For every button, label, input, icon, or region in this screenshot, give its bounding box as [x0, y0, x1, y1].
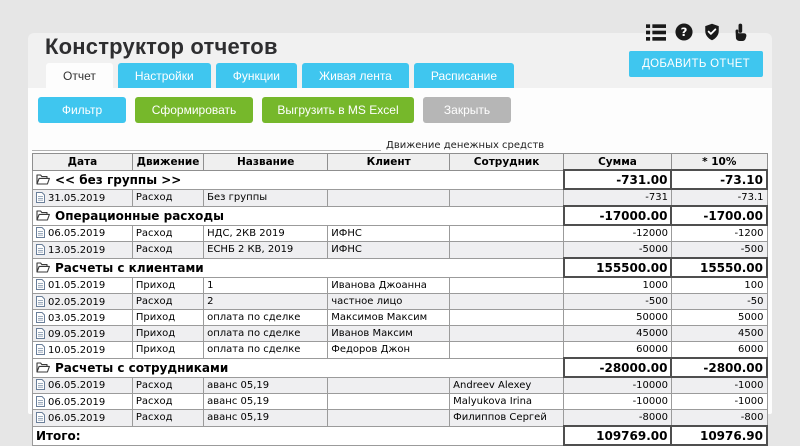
cell-movement: Приход [132, 342, 203, 359]
table-row [33, 310, 768, 326]
cell-date: 06.05.2019 [33, 394, 133, 410]
cell-client: ИФНС [328, 225, 450, 242]
cell-client [328, 394, 450, 410]
total-row [33, 426, 768, 445]
page-title: Конструктор отчетов [45, 34, 772, 60]
document-icon [36, 396, 45, 407]
column-header: Сумма [564, 154, 672, 171]
report-builder-panel [28, 33, 772, 414]
cell-title: НДС, 2КВ 2019 [204, 225, 328, 242]
svg-text:?: ? [681, 25, 688, 39]
cell-sum: -10000 [564, 377, 672, 394]
table-row [33, 377, 768, 394]
cell-employee: Malyukova Irina [450, 394, 564, 410]
cell-date: 10.05.2019 [33, 342, 133, 359]
table-row [33, 342, 768, 359]
cell-client: частное лицо [328, 294, 450, 310]
column-header: Клиент [328, 154, 450, 171]
tab-functions[interactable]: Функции [216, 63, 297, 89]
cell-date: 02.05.2019 [33, 294, 133, 310]
cell-sum: 50000 [564, 310, 672, 326]
open-folder-icon [36, 210, 50, 221]
group-pct: -73.10 [671, 170, 767, 189]
cell-movement: Расход [132, 225, 203, 242]
list-icon[interactable] [646, 22, 666, 42]
cell-movement: Приход [132, 310, 203, 326]
shield-check-icon[interactable] [702, 22, 722, 42]
cell-title: аванс 05,19 [204, 410, 328, 427]
cell-movement: Расход [132, 394, 203, 410]
cell-pct: 100 [671, 277, 767, 294]
report-caption: Движение денежных средств [381, 140, 547, 151]
cell-client [328, 189, 450, 206]
group-sum: -731.00 [564, 170, 672, 189]
group-row[interactable] [33, 258, 768, 277]
touch-pointer-icon[interactable] [730, 22, 750, 42]
cell-pct: -1200 [671, 225, 767, 242]
tab-content [28, 88, 772, 414]
group-row[interactable] [33, 170, 768, 189]
cell-movement: Расход [132, 377, 203, 394]
cell-sum: -10000 [564, 394, 672, 410]
cell-employee [450, 310, 564, 326]
cell-title: оплата по сделке [204, 310, 328, 326]
tab-schedule[interactable]: Расписание [414, 63, 514, 89]
cell-employee [450, 277, 564, 294]
column-header: Движение [132, 154, 203, 171]
total-sum: 109769.00 [564, 426, 672, 445]
cell-client: Максимов Максим [328, 310, 450, 326]
table-row [33, 394, 768, 410]
cell-sum: -500 [564, 294, 672, 310]
add-report-button[interactable]: ДОБАВИТЬ ОТЧЕТ [629, 51, 763, 77]
total-label: Итого: [33, 426, 564, 445]
cell-date: 06.05.2019 [33, 410, 133, 427]
group-pct: -2800.00 [671, 358, 767, 377]
cell-date: 06.05.2019 [33, 377, 133, 394]
document-icon [36, 279, 45, 290]
group-row[interactable] [33, 206, 768, 225]
export-excel-button[interactable]: Выгрузить в MS Excel [262, 97, 414, 123]
cell-client: Иванов Максим [328, 326, 450, 342]
cell-sum: -12000 [564, 225, 672, 242]
cell-date: 03.05.2019 [33, 310, 133, 326]
total-pct: 10976.90 [671, 426, 767, 445]
cell-title: аванс 05,19 [204, 394, 328, 410]
document-icon [36, 379, 45, 390]
table-row [33, 410, 768, 427]
cell-pct: -50 [671, 294, 767, 310]
group-sum: -17000.00 [564, 206, 672, 225]
cell-date: 09.05.2019 [33, 326, 133, 342]
cell-employee [450, 225, 564, 242]
close-button[interactable]: Закрыть [423, 97, 511, 123]
cell-title: оплата по сделке [204, 326, 328, 342]
cell-sum: -5000 [564, 242, 672, 259]
cell-title: оплата по сделке [204, 342, 328, 359]
group-pct: -1700.00 [671, 206, 767, 225]
generate-button[interactable]: Сформировать [135, 97, 253, 123]
cell-employee: Andreev Alexey [450, 377, 564, 394]
tab-feed[interactable]: Живая лента [302, 63, 409, 89]
table-header-row [33, 154, 768, 171]
cell-pct: -800 [671, 410, 767, 427]
cell-title: 2 [204, 294, 328, 310]
group-sum: -28000.00 [564, 358, 672, 377]
cell-date: 31.05.2019 [33, 189, 133, 206]
table-row [33, 294, 768, 310]
cell-movement: Приход [132, 277, 203, 294]
group-row[interactable] [33, 358, 768, 377]
group-name: << без группы >> [33, 170, 564, 189]
cell-date: 01.05.2019 [33, 277, 133, 294]
cell-sum: 1000 [564, 277, 672, 294]
cell-movement: Расход [132, 294, 203, 310]
document-icon [36, 312, 45, 323]
cell-employee [450, 242, 564, 259]
cell-employee: Филиппов Сергей [450, 410, 564, 427]
tab-settings[interactable]: Настройки [118, 63, 211, 89]
filter-button[interactable]: Фильтр [38, 97, 126, 123]
open-folder-icon [36, 174, 50, 185]
group-pct: 15550.00 [671, 258, 767, 277]
report-caption-row [32, 137, 768, 151]
column-header: * 10% [671, 154, 767, 171]
column-header: Сотрудник [450, 154, 564, 171]
cell-title: аванс 05,19 [204, 377, 328, 394]
table-row [33, 326, 768, 342]
document-icon [36, 328, 45, 339]
column-header: Название [204, 154, 328, 171]
cell-employee [450, 189, 564, 206]
report-table [32, 153, 768, 446]
cell-movement: Расход [132, 189, 203, 206]
cell-client: Федоров Джон [328, 342, 450, 359]
cell-title: Без группы [204, 189, 328, 206]
cell-pct: -1000 [671, 377, 767, 394]
cell-pct: -1000 [671, 394, 767, 410]
toolbar [38, 97, 768, 123]
group-name: Расчеты с сотрудниками [33, 358, 564, 377]
table-row [33, 225, 768, 242]
table-row [33, 242, 768, 259]
cell-sum: 60000 [564, 342, 672, 359]
cell-date: 06.05.2019 [33, 225, 133, 242]
cell-pct: 5000 [671, 310, 767, 326]
cell-sum: 45000 [564, 326, 672, 342]
table-row [33, 277, 768, 294]
group-name: Операционные расходы [33, 206, 564, 225]
cell-pct: 6000 [671, 342, 767, 359]
document-icon [36, 412, 45, 423]
group-name: Расчеты с клиентами [33, 258, 564, 277]
cell-sum: -731 [564, 189, 672, 206]
cell-employee [450, 342, 564, 359]
table-row [33, 189, 768, 206]
cell-employee [450, 294, 564, 310]
cell-movement: Расход [132, 242, 203, 259]
document-icon [36, 227, 45, 238]
cell-pct: -500 [671, 242, 767, 259]
cell-movement: Приход [132, 326, 203, 342]
tab-report[interactable]: Отчет [46, 63, 113, 89]
cell-client: ИФНС [328, 242, 450, 259]
cell-client: Иванова Джоанна [328, 277, 450, 294]
document-icon [36, 296, 45, 307]
cell-title: 1 [204, 277, 328, 294]
cell-date: 13.05.2019 [33, 242, 133, 259]
column-header: Дата [33, 154, 133, 171]
cell-client [328, 377, 450, 394]
cell-sum: -8000 [564, 410, 672, 427]
help-icon[interactable] [674, 22, 694, 42]
cell-movement: Расход [132, 410, 203, 427]
cell-title: ЕСНБ 2 КВ, 2019 [204, 242, 328, 259]
document-icon [36, 192, 45, 203]
tab-bar [46, 63, 772, 89]
topbar-icons [646, 22, 750, 42]
document-icon [36, 244, 45, 255]
document-icon [36, 344, 45, 355]
caption-rule [32, 138, 381, 151]
group-sum: 155500.00 [564, 258, 672, 277]
cell-pct: 4500 [671, 326, 767, 342]
open-folder-icon [36, 262, 50, 273]
cell-client [328, 410, 450, 427]
open-folder-icon [36, 362, 50, 373]
cell-employee [450, 326, 564, 342]
cell-pct: -73.1 [671, 189, 767, 206]
